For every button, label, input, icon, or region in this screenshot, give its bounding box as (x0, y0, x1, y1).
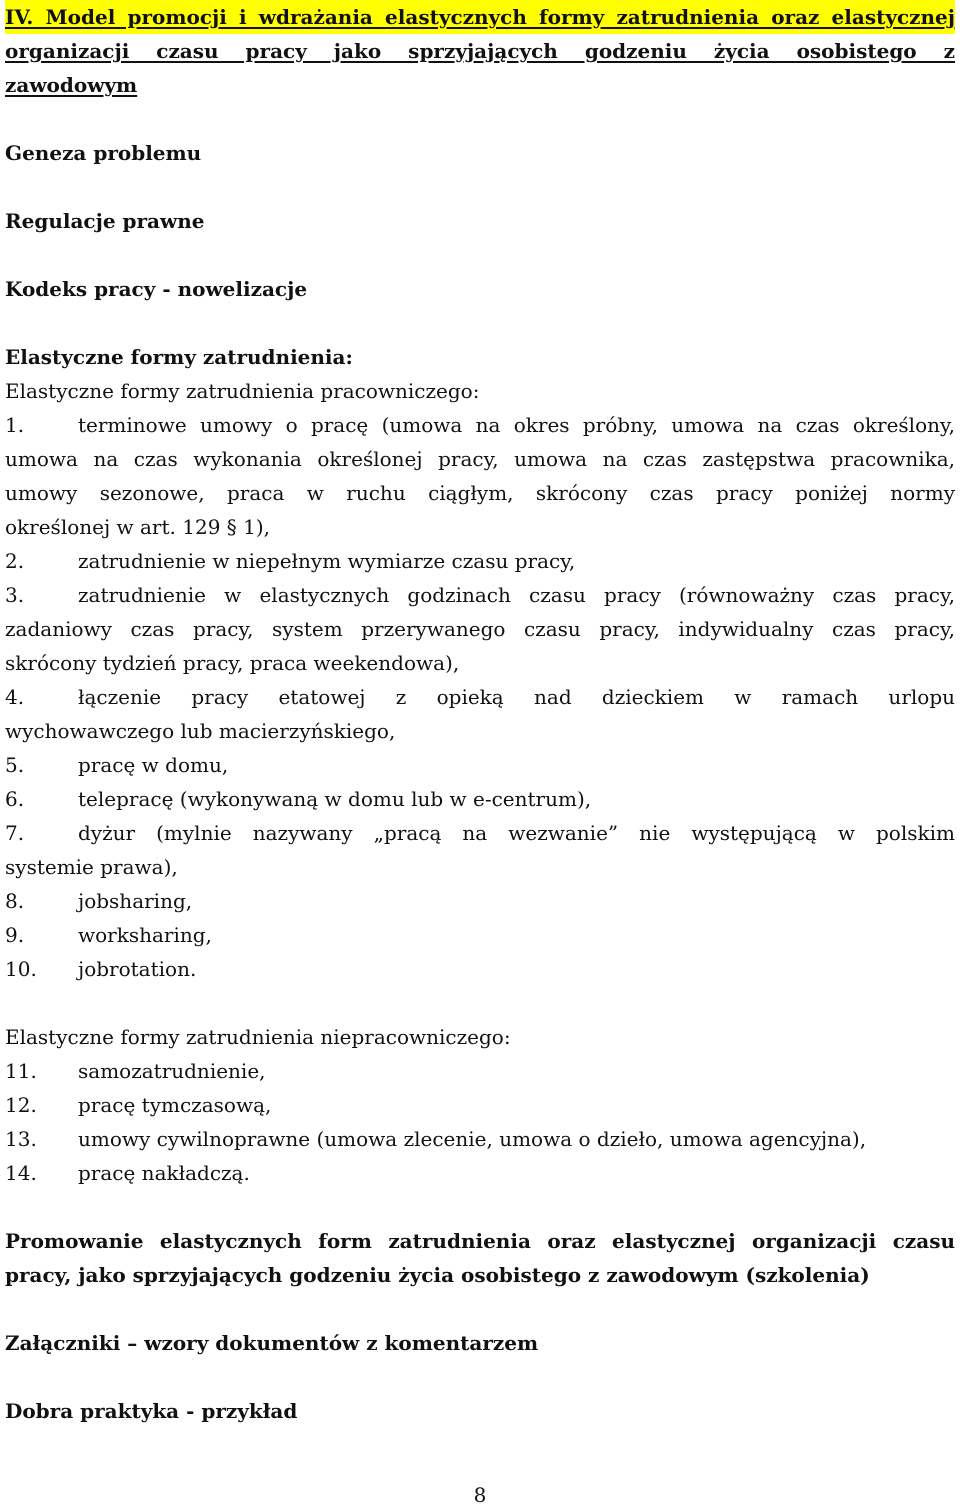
heading-dobra-praktyka: Dobra praktyka - przykład (5, 1399, 298, 1423)
list-item-text: zadaniowy czas pracy, system przerywanego czasu pracy, indywidualny czas pracy, (5, 617, 955, 641)
heading-zalaczniki: Załączniki – wzory dokumentów z komentarzem (5, 1331, 539, 1355)
list-number: 6. (5, 787, 25, 811)
list-item-text: jobsharing, (78, 889, 193, 913)
list-number: 12. (5, 1093, 37, 1117)
list-item-5 (5, 748, 955, 782)
section-title-line-3: zawodowym (5, 73, 138, 97)
list-item-13 (5, 1122, 955, 1156)
list-item-text: zatrudnienie w niepełnym wymiarze czasu pracy, (78, 549, 576, 573)
list-number: 5. (5, 753, 25, 777)
list-item-text: samozatrudnienie, (78, 1059, 266, 1083)
list-item-6 (5, 782, 955, 816)
page-number: 8 (473, 1483, 487, 1507)
list-item-text: zatrudnienie w elastycznych godzinach czasu pracy (równoważny czas pracy, (78, 583, 955, 607)
list-item-10 (5, 952, 955, 986)
list-number: 14. (5, 1161, 37, 1185)
list-item-12 (5, 1088, 955, 1122)
list-item-text: pracę w domu, (78, 753, 229, 777)
list-number: 1. (5, 413, 25, 437)
list-item-7 (5, 816, 955, 884)
list-item-2 (5, 544, 955, 578)
list-item-8 (5, 884, 955, 918)
heading-regulacje-prawne: Regulacje prawne (5, 209, 205, 233)
list-item-14 (5, 1156, 955, 1190)
heading-geneza-problemu: Geneza problemu (5, 141, 202, 165)
list-number: 7. (5, 821, 25, 845)
list-item-text: telepracę (wykonywaną w domu lub w e-centrum), (78, 787, 592, 811)
list-item-text: wychowawczego lub macierzyńskiego, (5, 719, 396, 743)
heading-promowanie-line-2: pracy, jako sprzyjających godzeniu życia osobistego z zawodowym (szkolenia) (5, 1263, 870, 1287)
list-item-9 (5, 918, 955, 952)
list-item-text: łączenie pracy etatowej z opieką nad dzieckiem w ramach urlopu (78, 685, 955, 709)
list-number: 4. (5, 685, 25, 709)
list-item-text: umowy sezonowe, praca w ruchu ciągłym, skrócony czas pracy poniżej normy (5, 481, 955, 505)
list-item-text: umowy cywilnoprawne (umowa zlecenie, umowa o dzieło, umowa agencyjna), (78, 1127, 867, 1151)
list-item-1 (5, 408, 955, 544)
list-number: 13. (5, 1127, 37, 1151)
document-body (5, 0, 955, 1428)
list-item-4 (5, 680, 955, 748)
list-number: 2. (5, 549, 25, 573)
list-item-text: systemie prawa), (5, 855, 178, 879)
employee-forms-intro: Elastyczne formy zatrudnienia pracowniczego: (5, 379, 480, 403)
list-number: 9. (5, 923, 25, 947)
list-item-11 (5, 1054, 955, 1088)
list-number: 10. (5, 957, 37, 981)
section-title-line-2: organizacji czasu pracy jako sprzyjających godzeniu życia osobistego z (5, 39, 955, 63)
list-item-text: worksharing, (78, 923, 212, 947)
list-item-text: umowa na czas wykonania określonej pracy, umowa na czas zastępstwa pracownika, (5, 447, 955, 471)
list-number: 3. (5, 583, 25, 607)
section-title-line-1: IV. Model promocji i wdrażania elastycznych formy zatrudnienia oraz elastycznej (5, 0, 955, 34)
list-item-text: określonej w art. 129 § 1), (5, 515, 271, 539)
list-item-text: dyżur (mylnie nazywany „pracą na wezwanie” nie występującą w polskim (78, 821, 955, 845)
list-number: 8. (5, 889, 25, 913)
list-item-3 (5, 578, 955, 680)
list-item-text: pracę nakładczą. (78, 1161, 250, 1185)
nonemployee-forms-intro: Elastyczne formy zatrudnienia niepracowniczego: (5, 1025, 511, 1049)
heading-promowanie-line-1: Promowanie elastycznych form zatrudnienia oraz elastycznej organizacji czasu (5, 1229, 955, 1253)
list-item-text: skrócony tydzień pracy, praca weekendowa), (5, 651, 460, 675)
list-number: 11. (5, 1059, 37, 1083)
list-item-text: jobrotation. (78, 957, 197, 981)
list-item-text: pracę tymczasową, (78, 1093, 272, 1117)
heading-elastyczne-formy: Elastyczne formy zatrudnienia: (5, 345, 353, 369)
heading-kodeks-pracy: Kodeks pracy - nowelizacje (5, 277, 308, 301)
list-item-text: terminowe umowy o pracę (umowa na okres próbny, umowa na czas określony, (78, 413, 955, 437)
